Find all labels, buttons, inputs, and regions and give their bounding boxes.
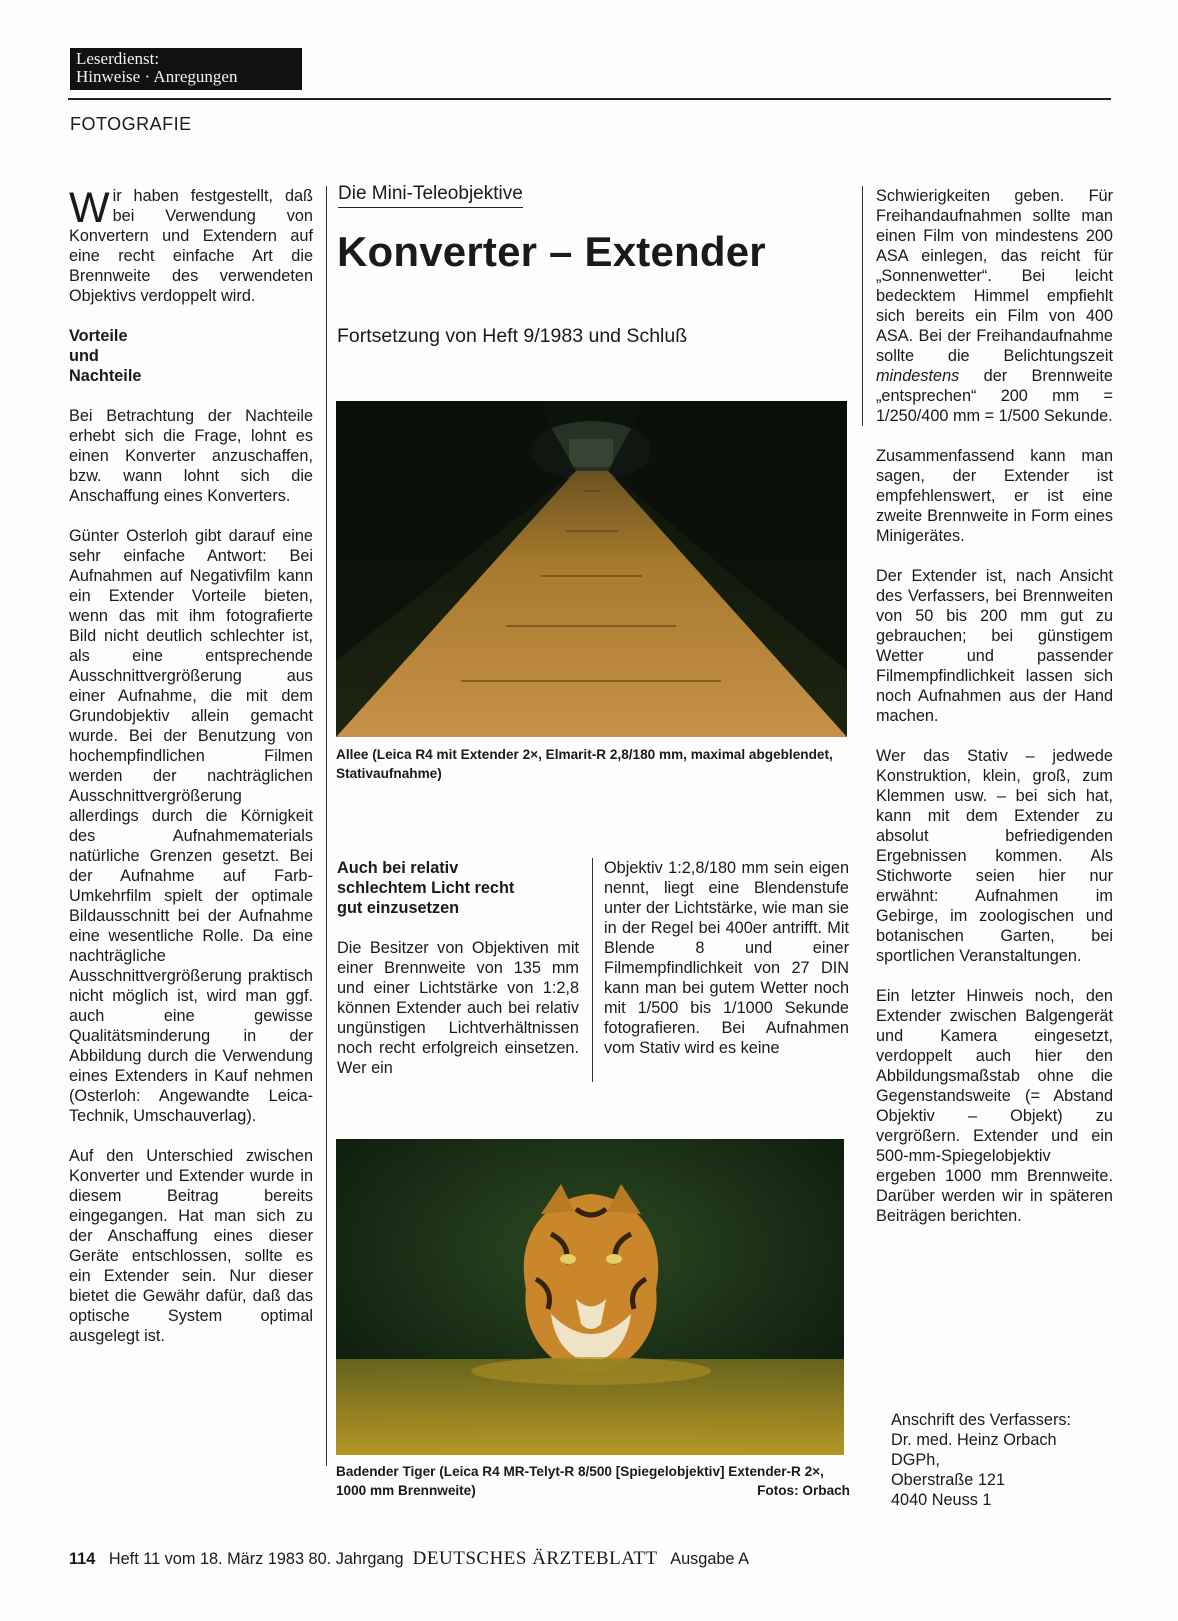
paragraph: Schwierigkeiten geben. Für Freihandaufnahmen sollte man einen Film von mindestens 200 ASA einlegen, das reicht für „Sonnenwetter“. Bei leicht bedecktem Himmel empfiehlt sich bereits ein Film von 400 ASA. Bei der Freihandaufnahme sollte die Belichtungszeit mindestens der Brennweite „entsprechen“ 200 mm = 1/250/400 mm = 1/500 Sekunde. <box>876 187 1113 425</box>
section-tag-line1: Leserdienst: <box>76 49 160 68</box>
author-address: Anschrift des Verfassers: Dr. med. Heinz Orbach DGPh, Oberstraße 121 4040 Neuss 1 <box>891 1411 1072 1509</box>
dropcap: W <box>69 184 110 232</box>
middle-column-b <box>604 858 849 1078</box>
photo-allee-image <box>336 401 847 737</box>
paragraph: Die Besitzer von Objektiven mit einer Brennweite von 135 mm und einer Lichtstärke von 1:2,8 können Extender auch bei relativ ungünstigen Lichtverhältnissen noch recht erfolgreich einsetzen. Wer ein <box>337 939 579 1077</box>
column-divider-mid <box>592 858 593 1082</box>
article-title: Konverter – Extender <box>337 228 766 275</box>
photo-credit: Fotos: Orbach <box>757 1483 850 1498</box>
subhead-licht: Auch bei relativ schlechtem Licht recht gut einzusetzen <box>337 859 515 917</box>
photo-tiger <box>336 1139 844 1455</box>
article-deck: Fortsetzung von Heft 9/1983 und Schluß <box>337 325 688 347</box>
paragraph: Bei Betrachtung der Nachteile erhebt sich die Frage, lohnt es einen Konverter anzuschaffen, bzw. wann lohnt sich die Anschaffung eines Konverters. <box>69 407 313 505</box>
column-divider-left <box>326 186 327 1466</box>
section-label: FOTOGRAFIE <box>70 114 192 134</box>
paragraph: Günter Osterloh gibt darauf eine sehr einfache Antwort: Bei Aufnahmen auf Negativfilm kann ein Extender Vorteile bieten, wenn das mit ihm fotografierte Bild nicht deutlich schlechter ist, als eine entsprechende Ausschnittvergrößerung aus einer Aufnahme, die mit dem Grundobjektiv allein gemacht wurde. Bei der Benutzung von hochempfindlichen Filmen werden der nachträglichen Ausschnittvergrößerung allerdings durch die Körnigkeit des Aufnahmematerials natürliche Grenzen gesetzt. Bei der Aufnahme auf Farb-Umkehrfilm spielt der optimale Bildausschnitt bei der Aufnahme eine wesentliche Rolle. Da eine nachträgliche Ausschnittvergrößerung praktisch nicht möglich ist, wird man ggf. auch eine gewisse Qualitätsminderung in der Abbildung durch die Verwendung eines Extenders in Kauf nehmen (Osterloh: Angewandte Leica-Technik, Umschauverlag). <box>69 527 313 1125</box>
column-divider-right <box>862 186 863 426</box>
right-column <box>876 186 1113 1246</box>
section-tag <box>70 48 302 90</box>
paragraph: Objektiv 1:2,8/180 mm sein eigen nennt, liegt eine Blendenstufe unter der Lichtstärke, wie man sie in der Regel bei 400er antrifft. Mit Blende 8 und einer Filmempfindlichkeit von 27 DIN kann man bei gutem Wetter noch mit 1/500 bis 1/1000 Sekunde fotografieren. Bei Aufnahmen vom Stativ wird es keine <box>604 859 849 1057</box>
middle-column-a <box>337 858 579 1098</box>
section-tag-line2: Hinweise · Anregungen <box>76 67 238 86</box>
photo-allee <box>336 401 847 737</box>
page-number: 114 <box>69 1550 96 1568</box>
article-kicker: Die Mini-Teleobjektive <box>338 183 523 208</box>
photo-allee-caption: Allee (Leica R4 mit Extender 2×, Elmarit-R 2,8/180 mm, maximal abgeblendet, Stativaufnahme) <box>336 747 833 781</box>
header-rule <box>68 98 1111 100</box>
photo-tiger-image <box>336 1139 844 1455</box>
left-column <box>69 186 313 1366</box>
paragraph: Auf den Unterschied zwischen Konverter und Extender wurde in diesem Beitrag bereits eingegangen. Hat man sich zu der Anschaffung eines dieser Geräte entschlossen, sollte es ein Extender sein. Nur dieser bietet die Gewähr dafür, daß das optische System optimal ausgelegt ist. <box>69 1147 313 1345</box>
paragraph: Ein letzter Hinweis noch, den Extender zwischen Balgengerät und Kamera eingesetzt, verdoppelt auch hier den Abbildungsmaßstab ohne die Gegenstandsweite (= Abstand Objektiv – Objekt) zu vergrößern. Extender und ein 500-mm-Spiegelobjektiv ergeben 1000 mm Brennweite. Darüber werden wir in späteren Beiträgen berichten. <box>876 987 1113 1225</box>
subhead-vorteile: Vorteile und Nachteile <box>69 327 142 385</box>
paragraph: Der Extender ist, nach Ansicht des Verfassers, bei Brennweiten von 50 bis 200 mm gut zu gebrauchen; bei günstigem Wetter und passender Filmempfindlichkeit lassen sich noch Aufnahmen aus der Hand machen. <box>876 567 1113 725</box>
paragraph: Wer das Stativ – jedwede Konstruktion, klein, groß, zum Klemmen usw. – bei sich hat, kann mit dem Extender zu absolut befriedigenden Ergebnissen kommen. Als Stichworte seien hier nur erwähnt: Aufnahmen im Gebirge, im zoologischen und botanischen Garten, bei sportlichen Veranstaltungen. <box>876 747 1113 965</box>
page-footer <box>69 1548 749 1570</box>
edition: Ausgabe A <box>670 1550 749 1568</box>
photo-tiger-caption: Badender Tiger (Leica R4 MR-Telyt-R 8/500 [Spiegelobjektiv] Extender-R 2×, 1000 mm Brennweite) Fotos: Orbach <box>336 1464 850 1498</box>
journal-name: DEUTSCHES ÄRZTEBLATT <box>412 1548 658 1569</box>
paragraph: Zusammenfassend kann man sagen, der Extender ist empfehlenswert, er ist eine zweite Brennweite in Form eines Minigerätes. <box>876 447 1113 545</box>
issue-info: Heft 11 vom 18. März 1983 80. Jahrgang <box>108 1550 404 1568</box>
intro-paragraph: Wir haben festgestellt, daß bei Verwendung von Konvertern und Extendern auf eine recht einfache Art die Brennweite des verwendeten Objektivs verdoppelt wird. <box>69 184 313 305</box>
